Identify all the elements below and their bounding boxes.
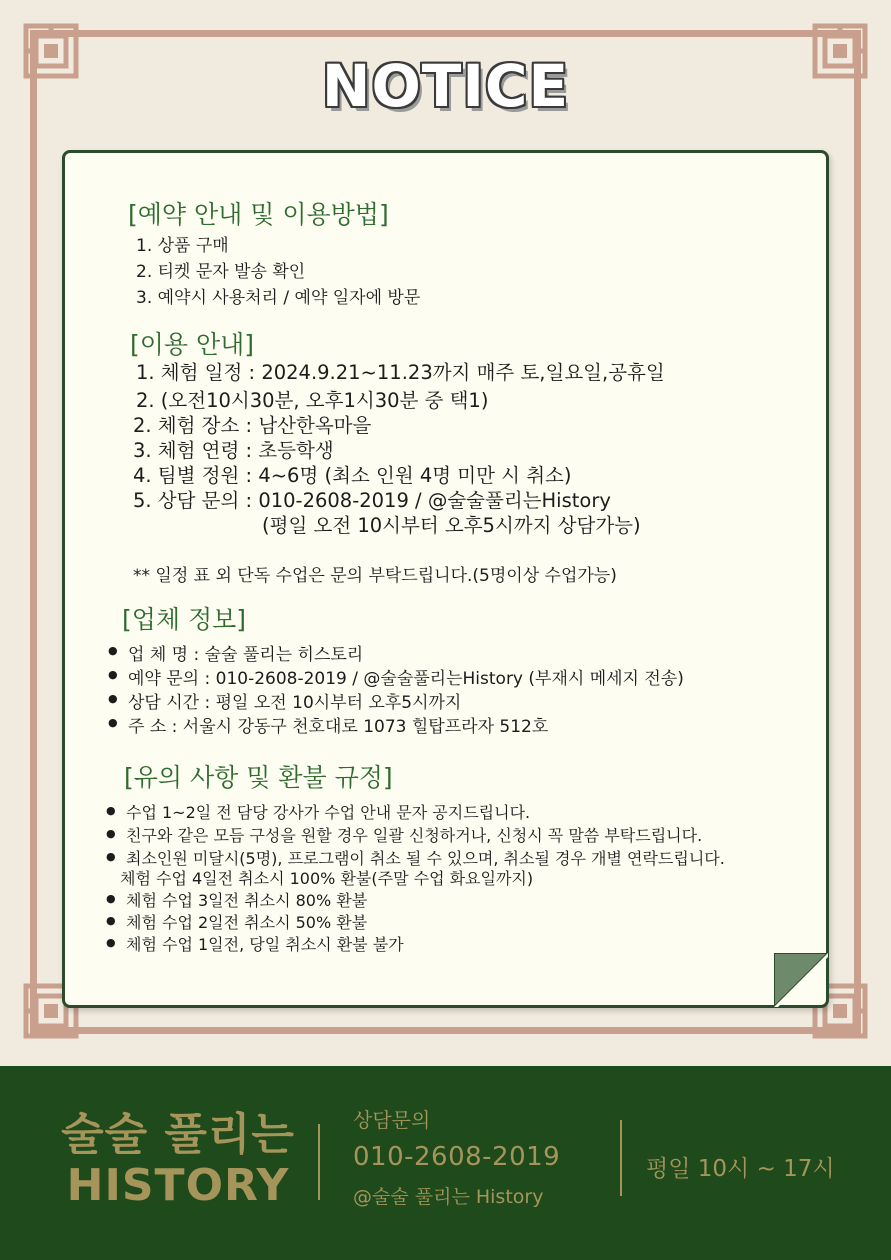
list-item: 2. 체험 장소 : 남산한옥마을: [133, 414, 372, 437]
divider: [318, 1124, 320, 1200]
contact-label: 상담문의: [353, 1108, 431, 1132]
list-item: ● 체험 수업 3일전 취소시 80% 환불: [126, 888, 367, 911]
usage-note: ** 일정 표 외 단독 수업은 문의 부탁드립니다.(5명이상 수업가능): [133, 566, 617, 586]
business-hours: 평일 10시 ~ 17시: [646, 1156, 835, 1182]
section-title-company: [업체 정보]: [122, 605, 247, 634]
section-title-policy: [유의 사항 및 환불 규정]: [124, 763, 393, 792]
section-title-usage: [이용 안내]: [130, 330, 255, 359]
list-item: ● 체험 수업 1일전, 당일 취소시 환불 불가: [126, 932, 404, 955]
list-item: 2. (오전10시30분, 오후1시30분 중 택1): [136, 389, 489, 412]
brand-name: 술술 풀리는: [61, 1109, 295, 1160]
contact-phone: 010-2608-2019: [353, 1142, 561, 1172]
contact-handle: @술술 풀리는 History: [353, 1186, 544, 1208]
list-item: ● 주 소 : 서울시 강동구 천호대로 1073 힐탑프라자 512호: [128, 712, 548, 737]
list-item: ● 최소인원 미달시(5명), 프로그램이 취소 될 수 있으며, 취소될 경우 개별 연락드립니다.: [126, 846, 725, 869]
section-title-reservation: [예약 안내 및 이용방법]: [128, 200, 389, 229]
page-title: NOTICE: [321, 52, 570, 120]
list-item: ● 예약 문의 : 010-2608-2019 / @술술풀리는History (부재시 메세지 전송): [128, 664, 684, 689]
list-item: (평일 오전 10시부터 오후5시까지 상담가능): [262, 514, 641, 537]
list-item: ● 체험 수업 2일전 취소시 50% 환불: [126, 910, 367, 933]
list-item: ● 업 체 명 : 술술 풀리는 히스토리: [128, 640, 363, 665]
list-item: 5. 상담 문의 : 010-2608-2019 / @술술풀리는History: [133, 489, 611, 512]
list-item: 1. 체험 일정 : 2024.9.21~11.23까지 매주 토,일요일,공휴일: [136, 361, 665, 384]
page-curl-icon: [774, 953, 832, 1011]
list-item: 1. 상품 구매: [136, 236, 229, 256]
list-item: ● 친구와 같은 모듬 구성을 원할 경우 일괄 신청하거나, 신청시 꼭 말씀 부탁드립니다.: [126, 823, 702, 846]
brand-name-english: HISTORY: [66, 1160, 290, 1211]
list-item: ● 상담 시간 : 평일 오전 10시부터 오후5시까지: [128, 688, 461, 713]
list-item: 4. 팀별 정원 : 4~6명 (최소 인원 4명 미만 시 취소): [133, 464, 572, 487]
list-item: 체험 수업 4일전 취소시 100% 환불(주말 수업 화요일까지): [120, 869, 534, 888]
divider: [620, 1120, 622, 1196]
list-item: 2. 티켓 문자 발송 확인: [136, 262, 306, 282]
list-item: 3. 예약시 사용처리 / 예약 일자에 방문: [136, 288, 421, 308]
list-item: ● 수업 1~2일 전 담당 강사가 수업 안내 문자 공지드립니다.: [126, 800, 530, 823]
list-item: 3. 체험 연령 : 초등학생: [133, 439, 334, 462]
